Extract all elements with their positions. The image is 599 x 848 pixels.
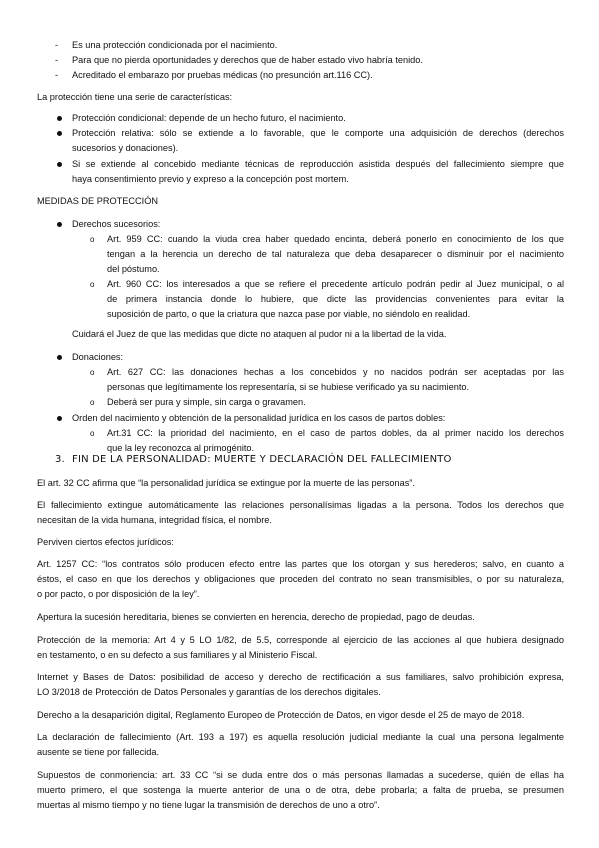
bullet-icon — [57, 131, 62, 136]
paragraph-line: Derecho a la desaparición digital, Reglamento Europeo de Protección de Datos, en vigor desde el 25 de mayo de 2018. — [37, 710, 525, 720]
dash-marker: - — [55, 40, 59, 50]
characteristic-line: sucesorios y donaciones). — [72, 143, 179, 153]
paragraph-line: El art. 32 CC afirma que “la personalidad jurídica se extingue por la muerte de las personas”. — [37, 478, 415, 488]
characteristic-line: Protección relativa: sólo se extiende a lo favorable, que le comporte una adquisición de derechos (derechos — [72, 128, 564, 138]
paragraph-line: La declaración de fallecimiento (Art. 193 a 197) es aquella resolución judicial mediante la cual una persona legalmente — [37, 732, 564, 742]
bullet-icon — [57, 355, 62, 360]
dash-marker: - — [55, 55, 59, 65]
characteristics-intro: La protección tiene una serie de características: — [37, 92, 233, 102]
article-line: Art. 959 CC: cuando la viuda crea haber quedado encinta, deberá ponerlo en conocimiento de los que — [107, 234, 564, 244]
paragraph-line: Perviven ciertos efectos jurídicos: — [37, 537, 174, 547]
article-line: tengan a la herencia un derecho de tal naturaleza que deba desaparecer o disminuir por el nacimiento — [107, 249, 564, 259]
circle-bullet-icon: o — [90, 235, 95, 244]
bullet-icon — [57, 162, 62, 167]
article-line: que la ley reconozca al primogénito. — [107, 443, 255, 453]
dash-item: Para que no pierda oportunidades y derechos que de haber estado vivo habría tenido. — [72, 55, 423, 65]
article-line: de primera instancia donde lo hubiere, que dicte las providencias convenientes para evitar la — [107, 294, 564, 304]
circle-bullet-icon: o — [90, 280, 95, 289]
circle-bullet-icon: o — [90, 368, 95, 377]
circle-bullet-icon: o — [90, 429, 95, 438]
article-line: personas que legítimamente los representaría, si se hubiese verificado ya su nacimiento. — [107, 382, 470, 392]
donaciones-label: Donaciones: — [72, 352, 124, 362]
dash-item: Es una protección condicionada por el nacimiento. — [72, 40, 278, 50]
paragraph-line: ausente se tiene por fallecida. — [37, 747, 160, 757]
paragraph-line: LO 3/2018 de Protección de Datos Personales y garantías de los derechos digitales. — [37, 687, 381, 697]
paragraph-line: Supuestos de conmoriencia: art. 33 CC “si se duda entre dos o más personas llamadas a sucederse, quién de ellas ha — [37, 770, 564, 780]
section-number: 3. — [55, 454, 65, 465]
section-title: FIN DE LA PERSONALIDAD: MUERTE Y DECLARACIÓN DEL FALLECIMIENTO — [72, 454, 452, 465]
dash-marker: - — [55, 70, 59, 80]
paragraph-line: muertas al mismo tiempo y no tiene lugar la transmisión de derechos de uno a otro”. — [37, 800, 380, 810]
article-line: suposición de parto, o que la criatura que nazca pase por viable, no siéndolo en realidad. — [107, 309, 471, 319]
characteristic-line: Si se extiende al concebido mediante técnicas de reproducción asistida después del fallecimiento siempre que — [72, 159, 564, 169]
paragraph-line: El fallecimiento extingue automáticamente las relaciones personalísimas ligadas a la persona. Todos los derechos que — [37, 500, 564, 510]
paragraph-line: éstos, el caso en que los derechos y obligaciones que proceden del contrato no sean transmisibles, o por su naturaleza, — [37, 574, 564, 584]
article-line: Art. 627 CC: las donaciones hechas a los concebidos y no nacidos podrán ser aceptadas por las — [107, 367, 564, 377]
paragraph-line: o por pacto, o por disposición de la ley”. — [37, 589, 200, 599]
characteristic-line: Protección condicional: depende de un hecho futuro, el nacimiento. — [72, 113, 346, 123]
paragraph-line: en testamento, o en su defecto a sus familiares y al Ministerio Fiscal. — [37, 650, 318, 660]
paragraph-line: Apertura la sucesión hereditaria, bienes se convierten en herencia, derecho de propiedad, pago de deudas. — [37, 612, 475, 622]
paragraph-line: Protección de la memoria: Art 4 y 5 LO 1/82, de 5.5, corresponde al ejercicio de las acciones al que hubiera designado — [37, 635, 564, 645]
medidas-heading: MEDIDAS DE PROTECCIÓN — [37, 196, 158, 206]
article-line: Art.31 CC: la prioridad del nacimiento, en el caso de partos dobles, da al primer nacido los derechos — [107, 428, 564, 438]
characteristic-line: haya consentimiento previo y expreso a la concepción post mortem. — [72, 174, 349, 184]
bullet-icon — [57, 116, 62, 121]
dash-item: Acreditado el embarazo por pruebas médicas (no presunción art.116 CC). — [72, 70, 373, 80]
paragraph-line: Internet y Bases de Datos: posibilidad de acceso y derecho de rectificación a sus familiares, salvo prohibición expresa, — [37, 672, 564, 682]
circle-bullet-icon: o — [90, 398, 95, 407]
orden-label: Orden del nacimiento y obtención de la personalidad jurídica en los casos de partos dobles: — [72, 413, 446, 423]
paragraph-line: muerto primero, el que sostenga la muerte anterior de una o de otra, debe probarla; a falta de prueba, se presumen — [37, 785, 564, 795]
article-line: Art. 960 CC: los interesados a que se refiere el precedente artículo podrán pedir al Juez municipal, o al — [107, 279, 564, 289]
juez-note: Cuidará el Juez de que las medidas que dicte no ataquen al pudor ni a la libertad de la vida. — [72, 329, 447, 339]
paragraph-line: necesitan de la vida humana, integridad física, el nombre. — [37, 515, 272, 525]
article-line: del póstumo. — [107, 264, 160, 274]
derechos-sucesorios-label: Derechos sucesorios: — [72, 219, 161, 229]
paragraph-line: Art. 1257 CC: “los contratos sólo producen efecto entre las partes que los otorgan y sus herederos; salvo, en cuanto a — [37, 559, 564, 569]
article-line: Deberá ser pura y simple, sin carga o gravamen. — [107, 397, 306, 407]
bullet-icon — [57, 416, 62, 421]
bullet-icon — [57, 222, 62, 227]
